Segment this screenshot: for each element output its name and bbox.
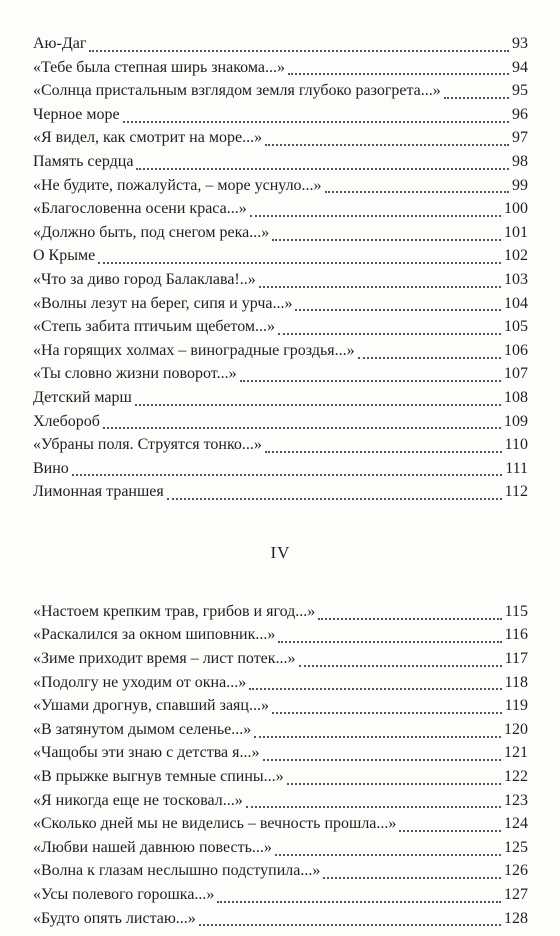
toc-entry-title: Детский марш: [33, 388, 132, 406]
toc-entry-title: «Что за диво город Балаклава!..»: [33, 270, 256, 288]
toc-entry: [33, 671, 528, 695]
toc-entry-title: «На горящих холмах – виноградные гроздья...»: [33, 341, 355, 359]
toc-entry: [33, 694, 528, 718]
toc-entry-title: О Крыме: [33, 247, 96, 265]
toc-entry: [33, 600, 528, 624]
dot-leader: [240, 380, 501, 382]
dot-leader: [259, 286, 501, 288]
toc-entry-page: 108: [504, 388, 528, 406]
toc-entry: [33, 56, 528, 80]
dot-leader: [265, 451, 502, 453]
toc-entry-title: «Сколько дней мы не виделись – вечность прошла...»: [33, 815, 397, 833]
dot-leader: [288, 73, 509, 75]
toc-entry-page: 119: [504, 697, 528, 715]
toc-entry-title: «В прыжке выгнув темные спины...»: [33, 768, 284, 786]
section-heading: IV: [270, 542, 291, 562]
dot-leader: [217, 901, 501, 903]
toc-entry-page: 98: [512, 152, 528, 170]
dot-leader: [265, 144, 509, 146]
toc-entry-page: 109: [504, 412, 528, 430]
dot-leader: [399, 830, 501, 832]
toc-entry: [33, 623, 528, 647]
toc-entry: [33, 126, 528, 150]
dot-leader: [246, 806, 501, 808]
toc-entry: [33, 174, 528, 198]
dot-leader: [199, 924, 501, 926]
toc-entry-page: 104: [504, 294, 528, 312]
dot-leader: [278, 641, 501, 643]
toc-entry-page: 101: [504, 223, 528, 241]
toc-entry-title: «Солнца пристальным взглядом земля глубоко разогрета...»: [33, 82, 441, 100]
dot-leader: [136, 168, 509, 170]
toc-entry-page: 123: [504, 791, 528, 809]
toc-list-part-4: [33, 600, 528, 930]
toc-entry-page: 124: [504, 815, 528, 833]
toc-entry: [33, 32, 528, 56]
toc-entry-title: Память сердца: [33, 152, 134, 170]
toc-entry-page: 126: [504, 862, 528, 880]
toc-entry-page: 128: [504, 909, 528, 927]
dot-leader: [250, 215, 501, 217]
toc-entry-title: «Я никогда еще не тосковал...»: [33, 791, 243, 809]
toc-entry-page: 120: [504, 720, 528, 738]
toc-list-part-3: [33, 32, 528, 504]
dot-leader: [278, 333, 501, 335]
toc-entry: [33, 339, 528, 363]
dot-leader: [263, 759, 502, 761]
toc-entry-title: Хлебороб: [33, 412, 100, 430]
toc-entry: [33, 433, 528, 457]
toc-entry-title: «Любви нашей давнюю повесть...»: [33, 838, 272, 856]
toc-entry-title: «Должно быть, под снегом река...»: [33, 223, 270, 241]
toc-entry-page: 96: [512, 105, 528, 123]
dot-leader: [254, 736, 501, 738]
toc-entry-title: «Благословенна осени краса...»: [33, 200, 247, 218]
toc-entry-title: «Зиме приходит время – лист потек...»: [33, 650, 296, 668]
toc-entry-title: «Подолгу не уходим от окна...»: [33, 673, 247, 691]
toc-entry-page: 112: [504, 483, 528, 501]
toc-entry-title: «В затянутом дымом селенье...»: [33, 720, 252, 738]
toc-entry: [33, 812, 528, 836]
toc-entry-title: «Раскалился за окном шиповник...»: [33, 626, 276, 644]
toc-entry: [33, 741, 528, 765]
toc-entry-page: 121: [504, 744, 528, 762]
toc-entry-page: 97: [512, 129, 528, 147]
toc-entry: [33, 765, 528, 789]
toc-entry: [33, 268, 528, 292]
dot-leader: [167, 498, 502, 500]
dot-leader: [272, 239, 501, 241]
toc-entry: [33, 647, 528, 671]
dot-leader: [325, 191, 509, 193]
toc-entry-title: «Усы полевого горошка...»: [33, 886, 215, 903]
toc-entry-title: «Настоем крепким трав, грибов и ягод...»: [33, 602, 316, 620]
toc-entry: [33, 789, 528, 813]
toc-entry-title: «Волны лезут на берег, сипя и урча...»: [33, 294, 293, 312]
toc-entry-title: «Я видел, как смотрит на море...»: [33, 129, 263, 147]
dot-leader: [318, 618, 501, 620]
table-of-contents: [33, 32, 528, 930]
dot-leader: [295, 309, 501, 311]
dot-leader: [299, 665, 502, 667]
toc-entry: [33, 221, 528, 245]
toc-entry-page: 116: [504, 626, 528, 644]
toc-entry: [33, 386, 528, 410]
toc-entry: [33, 79, 528, 103]
dot-leader: [89, 50, 509, 52]
toc-entry-page: 125: [504, 838, 528, 856]
toc-entry: [33, 315, 528, 339]
toc-entry-title: «Чащобы эти знаю с детства я...»: [33, 744, 260, 762]
toc-entry-title: Аю-Даг: [33, 35, 87, 52]
toc-entry-page: 111: [505, 459, 528, 477]
toc-entry-title: «Волна к глазам неслышно подступила...»: [33, 862, 321, 880]
dot-leader: [72, 474, 502, 476]
toc-entry-page: 117: [504, 650, 528, 668]
toc-entry: [33, 103, 528, 127]
dot-leader: [275, 854, 501, 856]
toc-entry-page: 105: [504, 318, 528, 336]
toc-entry-page: 106: [504, 341, 528, 359]
toc-entry: [33, 836, 528, 860]
toc-entry: [33, 150, 528, 174]
toc-entry-title: Лимонная траншея: [33, 483, 164, 501]
toc-entry-title: «Ты словно жизни поворот...»: [33, 365, 237, 383]
toc-entry: [33, 883, 528, 907]
toc-entry-title: «Тебе была степная ширь знакома...»: [33, 58, 285, 76]
toc-entry-page: 110: [504, 436, 528, 454]
toc-entry: [33, 718, 528, 742]
toc-entry-page: 93: [512, 35, 528, 52]
toc-entry-page: 99: [512, 176, 528, 194]
toc-entry: [33, 292, 528, 316]
toc-entry: [33, 859, 528, 883]
toc-entry: [33, 457, 528, 481]
toc-entry-page: 107: [504, 365, 528, 383]
toc-entry-title: «Не будите, пожалуйста, – море уснуло...»: [33, 176, 322, 194]
toc-entry-title: Черное море: [33, 105, 120, 123]
toc-entry-title: Вино: [33, 459, 69, 477]
toc-entry-page: 103: [504, 270, 528, 288]
toc-entry-page: 115: [504, 602, 528, 620]
dot-leader: [135, 404, 501, 406]
toc-entry-title: «Убраны поля. Струятся тонко...»: [33, 436, 262, 454]
dot-leader: [249, 688, 501, 690]
toc-entry-page: 127: [504, 886, 528, 903]
toc-entry-page: 95: [512, 82, 528, 100]
toc-entry-page: 122: [504, 768, 528, 786]
toc-entry-page: 118: [504, 673, 528, 691]
toc-entry: [33, 410, 528, 434]
dot-leader: [98, 262, 501, 264]
dot-leader: [287, 783, 501, 785]
toc-entry-page: 94: [512, 58, 528, 76]
toc-entry-title: «Ушами дрогнув, спавший заяц...»: [33, 697, 269, 715]
toc-entry-title: «Будто опять листаю...»: [33, 909, 196, 927]
dot-leader: [323, 877, 501, 879]
dot-leader: [123, 121, 509, 123]
toc-entry-page: 102: [504, 247, 528, 265]
dot-leader: [272, 712, 502, 714]
toc-entry: [33, 907, 528, 931]
toc-entry-page: 100: [504, 200, 528, 218]
toc-entry: [33, 480, 528, 504]
dot-leader: [358, 357, 501, 359]
dot-leader: [444, 97, 509, 99]
toc-entry: [33, 197, 528, 221]
toc-entry-title: «Степь забита птичьим щебетом...»: [33, 318, 276, 336]
toc-entry: [33, 244, 528, 268]
toc-entry: [33, 362, 528, 386]
dot-leader: [103, 427, 501, 429]
